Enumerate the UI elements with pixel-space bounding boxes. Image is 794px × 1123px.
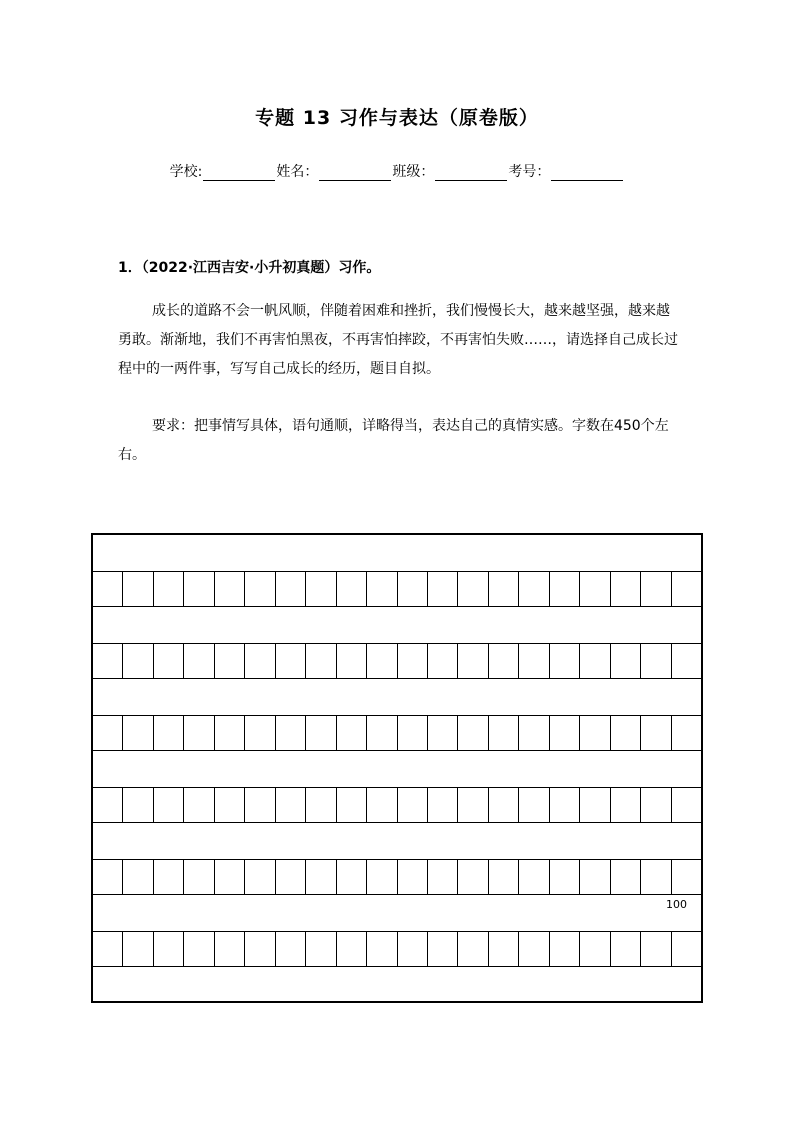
grid-cell[interactable]	[519, 644, 549, 678]
grid-cell[interactable]	[458, 788, 488, 822]
grid-cell[interactable]	[398, 860, 428, 894]
grid-cell[interactable]	[245, 716, 275, 750]
grid-cell[interactable]	[672, 788, 701, 822]
question-requirement: 要求：把事情写具体，语句通顺，详略得当，表达自己的真情实感。字数在450个左右。	[118, 418, 669, 463]
grid-row	[93, 571, 701, 607]
grid-cell[interactable]	[154, 644, 184, 678]
grid-cell[interactable]	[489, 716, 519, 750]
grid-cell[interactable]	[93, 644, 123, 678]
grid-cell[interactable]	[215, 932, 245, 966]
grid-cell[interactable]	[245, 860, 275, 894]
grid-cell[interactable]	[215, 716, 245, 750]
grid-cell[interactable]	[489, 788, 519, 822]
grid-cell[interactable]	[337, 644, 367, 678]
grid-cell[interactable]	[123, 572, 153, 606]
grid-cell[interactable]	[550, 860, 580, 894]
grid-cell[interactable]	[428, 572, 458, 606]
grid-cell[interactable]	[367, 572, 397, 606]
grid-cell[interactable]	[672, 860, 701, 894]
grid-cell[interactable]	[245, 788, 275, 822]
grid-cell[interactable]	[611, 572, 641, 606]
grid-cell[interactable]	[580, 788, 610, 822]
grid-cell[interactable]	[276, 932, 306, 966]
grid-cell[interactable]	[550, 716, 580, 750]
grid-cell[interactable]	[672, 644, 701, 678]
grid-cell[interactable]	[276, 644, 306, 678]
grid-cell[interactable]	[580, 572, 610, 606]
grid-cell[interactable]	[184, 716, 214, 750]
grid-cell[interactable]	[367, 788, 397, 822]
grid-cell[interactable]	[519, 932, 549, 966]
grid-cell[interactable]	[641, 716, 671, 750]
grid-cell[interactable]	[93, 788, 123, 822]
grid-cell[interactable]	[154, 716, 184, 750]
grid-cell[interactable]	[428, 644, 458, 678]
grid-cell[interactable]	[428, 788, 458, 822]
grid-cell[interactable]	[276, 572, 306, 606]
grid-cell[interactable]	[306, 932, 336, 966]
grid-cell[interactable]	[550, 644, 580, 678]
exam-number-label: 考号：	[508, 164, 551, 180]
grid-cell[interactable]	[580, 932, 610, 966]
grid-cell[interactable]	[580, 644, 610, 678]
grid-cell[interactable]	[641, 788, 671, 822]
grid-cell[interactable]	[337, 716, 367, 750]
grid-cell[interactable]	[611, 932, 641, 966]
grid-cell[interactable]	[672, 572, 701, 606]
grid-cell[interactable]	[398, 788, 428, 822]
student-info-line	[0, 161, 794, 181]
grid-row	[93, 931, 701, 967]
grid-cell[interactable]	[123, 716, 153, 750]
class-blank[interactable]	[435, 164, 507, 181]
grid-cell[interactable]	[154, 788, 184, 822]
name-blank[interactable]	[319, 164, 391, 181]
question-header: 1．（2022·江西吉安·小升初真题）习作。	[118, 260, 381, 276]
grid-cell[interactable]	[641, 572, 671, 606]
grid-cell[interactable]	[276, 860, 306, 894]
grid-cell[interactable]	[154, 572, 184, 606]
grid-cell[interactable]	[337, 788, 367, 822]
grid-cell[interactable]	[550, 788, 580, 822]
grid-cell[interactable]	[367, 644, 397, 678]
grid-row	[93, 859, 701, 895]
grid-cell[interactable]	[550, 572, 580, 606]
grid-cell[interactable]	[184, 572, 214, 606]
grid-cell[interactable]	[398, 716, 428, 750]
grid-cell[interactable]	[123, 932, 153, 966]
grid-cell[interactable]	[489, 932, 519, 966]
grid-cell[interactable]	[641, 644, 671, 678]
grid-cell[interactable]	[458, 860, 488, 894]
grid-cell[interactable]	[245, 572, 275, 606]
writing-grid-paper	[91, 533, 703, 1003]
grid-cell[interactable]	[337, 932, 367, 966]
grid-cell[interactable]	[184, 644, 214, 678]
grid-cell[interactable]	[519, 716, 549, 750]
grid-cell[interactable]	[245, 932, 275, 966]
grid-cell[interactable]	[428, 716, 458, 750]
grid-cell[interactable]	[428, 860, 458, 894]
grid-cell[interactable]	[611, 644, 641, 678]
grid-cell[interactable]	[154, 932, 184, 966]
grid-cell[interactable]	[398, 572, 428, 606]
grid-cell[interactable]	[672, 932, 701, 966]
grid-cell[interactable]	[306, 788, 336, 822]
grid-cell[interactable]	[489, 572, 519, 606]
grid-cell[interactable]	[93, 716, 123, 750]
grid-cell[interactable]	[580, 716, 610, 750]
grid-row	[93, 643, 701, 679]
grid-cell[interactable]	[580, 860, 610, 894]
class-label: 班级：	[392, 164, 435, 180]
grid-cell[interactable]	[458, 932, 488, 966]
grid-cell[interactable]	[276, 716, 306, 750]
grid-cell[interactable]	[93, 860, 123, 894]
grid-cell[interactable]	[458, 644, 488, 678]
grid-cell[interactable]	[428, 932, 458, 966]
school-blank[interactable]	[203, 164, 275, 181]
grid-cell[interactable]	[367, 716, 397, 750]
grid-cell[interactable]	[306, 644, 336, 678]
grid-cell[interactable]	[306, 572, 336, 606]
school-label: 学校:	[169, 164, 203, 180]
grid-cell[interactable]	[367, 860, 397, 894]
word-count-marker: 100	[666, 898, 687, 911]
grid-cell[interactable]	[93, 572, 123, 606]
grid-cell[interactable]	[398, 644, 428, 678]
grid-cell[interactable]	[306, 716, 336, 750]
page-title: 专题 13 习作与表达（原卷版）	[255, 107, 539, 129]
grid-cell[interactable]	[337, 860, 367, 894]
grid-cell[interactable]	[215, 788, 245, 822]
question-prompt: 成长的道路不会一帆风顺，伴随着困难和挫折，我们慢慢长大，越来越坚强，越来越勇敢。渐渐地，我们不再害怕黑夜，不再害怕摔跤，不再害怕失败……，请选择自己成长过程中的一两件事，写写自己成长的经历，题目自拟。	[118, 303, 678, 377]
grid-cell[interactable]	[123, 860, 153, 894]
grid-cell[interactable]	[672, 716, 701, 750]
grid-cell[interactable]	[458, 572, 488, 606]
grid-cell[interactable]	[519, 860, 549, 894]
grid-cell[interactable]	[458, 716, 488, 750]
grid-cell[interactable]	[367, 932, 397, 966]
grid-cell[interactable]	[154, 860, 184, 894]
name-label: 姓名：	[276, 164, 319, 180]
grid-row	[93, 787, 701, 823]
grid-cell[interactable]	[641, 860, 671, 894]
grid-cell[interactable]	[184, 788, 214, 822]
grid-cell[interactable]	[184, 860, 214, 894]
grid-cell[interactable]	[123, 644, 153, 678]
grid-cell[interactable]	[398, 932, 428, 966]
grid-cell[interactable]	[215, 572, 245, 606]
grid-cell[interactable]	[550, 932, 580, 966]
grid-cell[interactable]	[337, 572, 367, 606]
grid-cell[interactable]	[519, 572, 549, 606]
grid-cell[interactable]	[215, 860, 245, 894]
grid-cell[interactable]	[489, 860, 519, 894]
grid-row	[93, 715, 701, 751]
exam-number-blank[interactable]	[551, 164, 623, 181]
grid-cell[interactable]	[123, 788, 153, 822]
grid-cell[interactable]	[245, 644, 275, 678]
grid-cell[interactable]	[611, 860, 641, 894]
grid-cell[interactable]	[519, 788, 549, 822]
grid-cell[interactable]	[93, 932, 123, 966]
grid-cell[interactable]	[611, 788, 641, 822]
grid-cell[interactable]	[611, 716, 641, 750]
grid-cell[interactable]	[184, 932, 214, 966]
grid-cell[interactable]	[641, 932, 671, 966]
grid-cell[interactable]	[276, 788, 306, 822]
grid-cell[interactable]	[215, 644, 245, 678]
grid-cell[interactable]	[489, 644, 519, 678]
grid-cell[interactable]	[306, 860, 336, 894]
